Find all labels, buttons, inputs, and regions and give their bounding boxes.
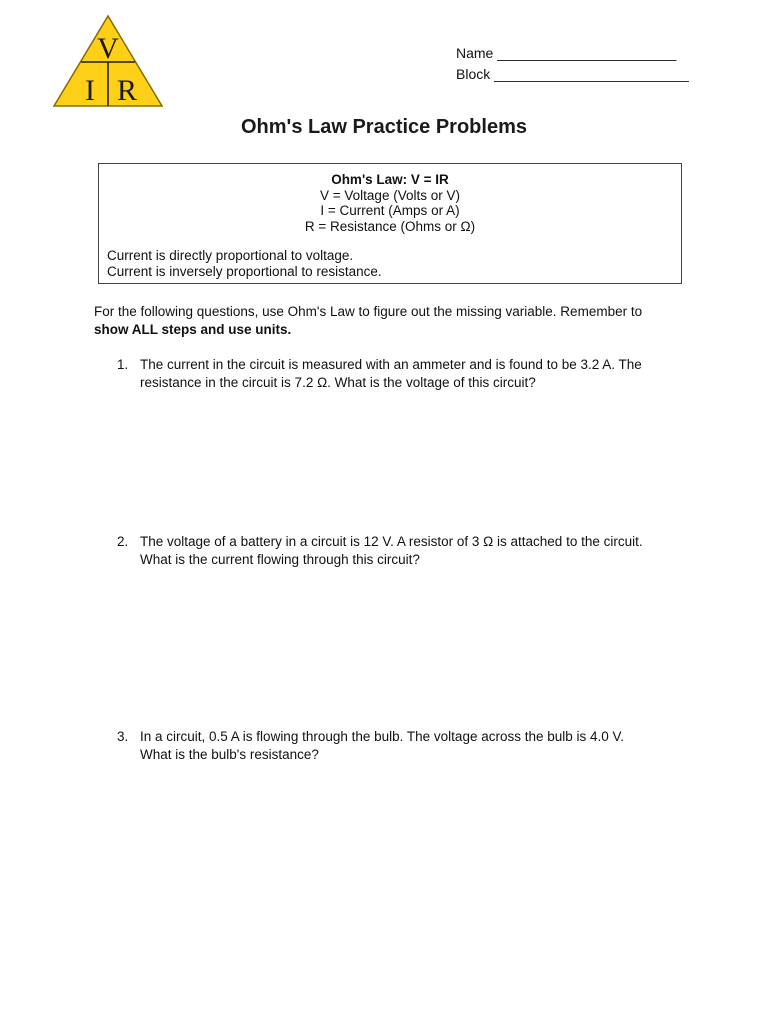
law-heading: Ohm's Law: V = IR [331,172,449,187]
triangle-letter-v: V [97,32,119,65]
law-definitions [99,172,681,234]
resistance-definition: R = Resistance (Ohms or Ω) [304,218,476,234]
direct-proportion-note: Current is directly proportional to voltage. [107,248,354,263]
instructions-bold-text: show ALL steps and use units. [94,322,292,337]
instructions [94,303,684,339]
triangle-graphic [52,14,164,108]
block-field[interactable]: Block _________________________ [456,66,689,82]
question-number: 3. [117,729,129,744]
question-number: 1. [117,357,129,372]
inverse-proportion-note: Current is inversely proportional to resistance. [107,263,382,279]
instructions-text: For the following questions, use Ohm's Law to figure out the missing variable. Remember to [94,304,643,319]
question-2 [117,533,677,569]
name-field[interactable]: Name _______________________ [456,45,677,61]
question-3 [117,728,677,764]
question-line: The current in the circuit is measured with an ammeter and is found to be 3.2 A. The [140,357,642,372]
question-text [140,728,677,764]
question-line: What is the bulb's resistance? [140,747,319,762]
question-line: The voltage of a battery in a circuit is 12 V. A resistor of 3 Ω is attached to the circuit. [140,534,643,549]
student-info-fields [456,43,689,85]
triangle-letter-i: I [85,74,95,107]
page-title: Ohm's Law Practice Problems [241,116,527,138]
question-line: resistance in the circuit is 7.2 Ω. What is the voltage of this circuit? [140,375,536,390]
question-text [140,533,677,569]
ohms-law-box [98,163,682,284]
question-text [140,356,677,392]
vir-triangle-logo [52,14,164,108]
current-definition: I = Current (Amps or A) [320,203,460,218]
voltage-definition: V = Voltage (Volts or V) [320,187,460,203]
question-number: 2. [117,534,129,549]
question-1 [117,356,677,392]
question-line: What is the current flowing through this circuit? [140,552,420,567]
triangle-letter-r: R [116,74,138,107]
proportionality-notes [107,248,382,279]
question-line: In a circuit, 0.5 A is flowing through the bulb. The voltage across the bulb is 4.0 V. [140,729,625,744]
